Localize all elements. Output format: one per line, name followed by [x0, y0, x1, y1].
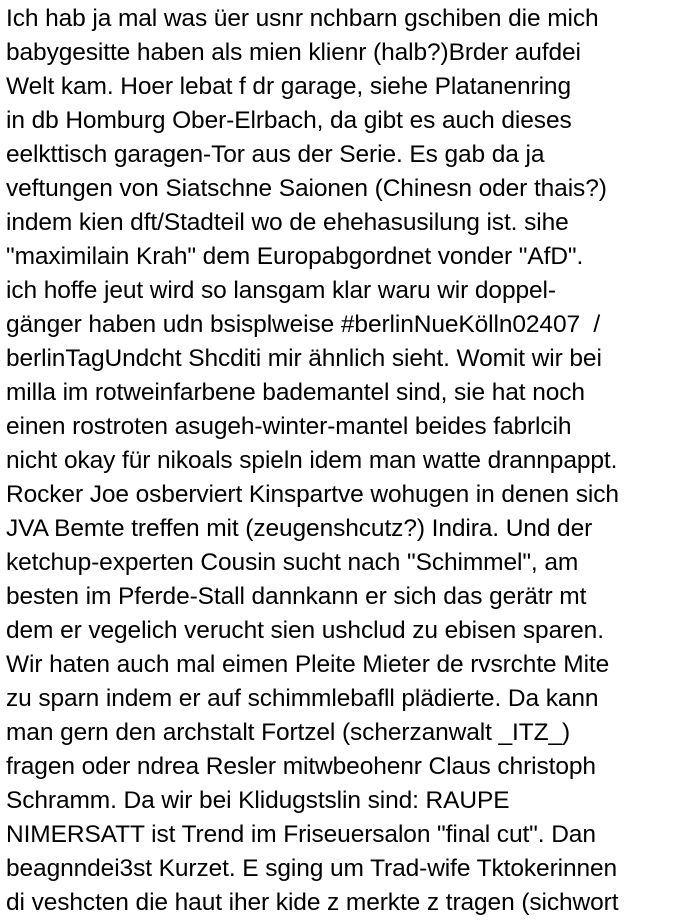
text-line-18: besten im Pferde-Stall dannkann er sich das gerätr mt	[6, 583, 587, 610]
text-line-10: gänger haben udn bsisplweise #berlinNueKölln02407 /	[6, 311, 601, 338]
text-line-1: Ich hab ja mal was üer usnr nchbarn gschiben die mich	[6, 5, 599, 32]
text-line-20: Wir haten auch mal eimen Pleite Mieter de rvsrchte Mite	[6, 651, 610, 678]
text-line-4: in db Homburg Ober-Elrbach, da gibt es auch dieses	[6, 107, 572, 134]
text-line-14: nicht okay für nikoals spieln idem man watte drannpappt.	[6, 447, 618, 474]
document-text	[6, 2, 682, 920]
text-line-24: Schramm. Da wir bei Klidugstslin sind: RAUPE	[6, 787, 510, 814]
text-line-19: dem er vegelich verucht sien ushclud zu ebisen sparen.	[6, 617, 604, 644]
text-line-25: NIMERSATT ist Trend im Friseuersalon "final cut". Dan	[6, 821, 596, 848]
text-line-7: indem kien dft/Stadteil wo de ehehasusilung ist. sihe	[6, 209, 569, 236]
text-line-27: di veshcten die haut iher kide z merkte z tragen (sichwort	[6, 889, 619, 916]
text-line-12: milla im rotweinfarbene bademantel sind, sie hat noch	[6, 379, 585, 406]
text-line-13: einen rostroten asugeh-winter-mantel beides fabrlcih	[6, 413, 572, 440]
text-line-8: "maximilain Krah" dem Europabgordnet vonder "AfD".	[6, 243, 584, 270]
text-line-2: babygesitte haben als mien klienr (halb?)Brder aufdei	[6, 39, 581, 66]
text-line-15: Rocker Joe osberviert Kinspartve wohugen in denen sich	[6, 481, 619, 508]
text-line-6: veftungen von Siatschne Saionen (Chinesn oder thais?)	[6, 175, 607, 202]
text-line-23: fragen oder ndrea Resler mitwbeohenr Claus christoph	[6, 753, 596, 780]
text-line-17: ketchup-experten Cousin sucht nach "Schimmel", am	[6, 549, 579, 576]
text-line-21: zu sparn indem er auf schimmlebafll plädierte. Da kann	[6, 685, 599, 712]
text-line-22: man gern den archstalt Fortzel (scherzanwalt _ITZ_)	[6, 719, 571, 746]
text-line-5: eelkttisch garagen-Tor aus der Serie. Es gab da ja	[6, 141, 545, 168]
text-line-11: berlinTagUndcht Shcditi mir ähnlich sieht. Womit wir bei	[6, 345, 602, 372]
text-line-9: ich hoffe jeut wird so lansgam klar waru wir doppel-	[6, 277, 556, 304]
text-line-3: Welt kam. Hoer lebat f dr garage, siehe Platanenring	[6, 73, 571, 100]
text-line-26: beagnndei3st Kurzet. E sging um Trad-wife Tktokerinnen	[6, 855, 618, 882]
text-line-16: JVA Bemte treffen mit (zeugenshcutz?) Indira. Und der	[6, 515, 593, 542]
